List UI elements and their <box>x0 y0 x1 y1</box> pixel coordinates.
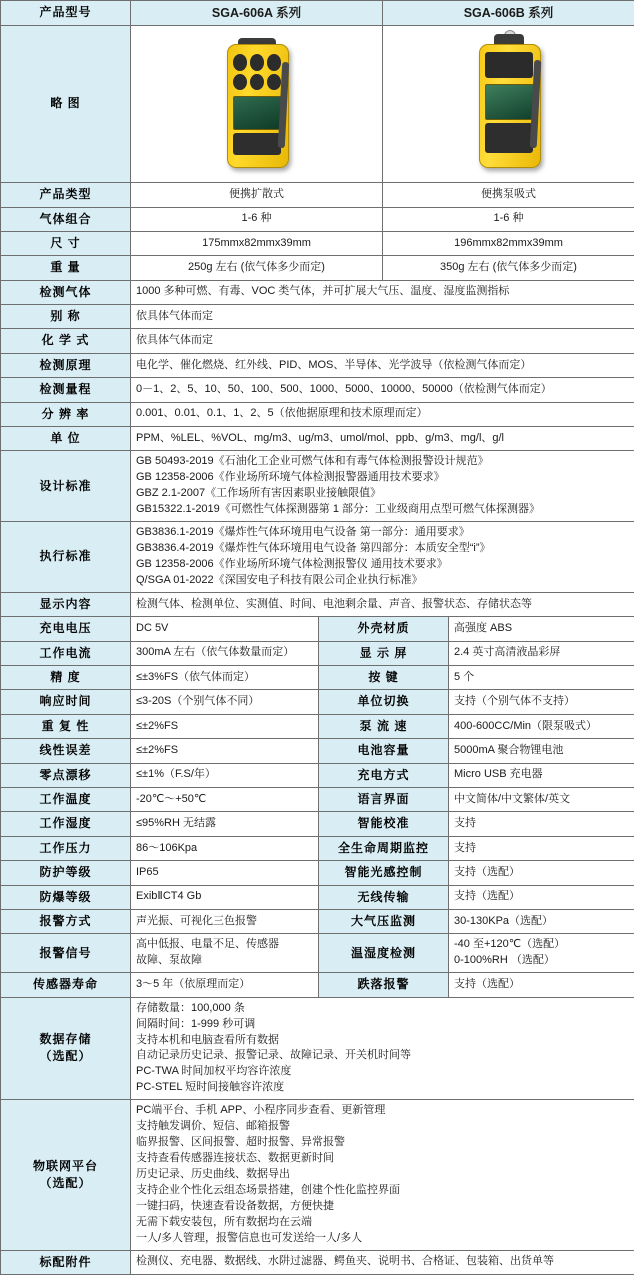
cell-gas-combination-b: 1-6 种 <box>383 207 634 231</box>
data-storage-label-line1: 数据存储 <box>6 1031 125 1048</box>
table-row <box>1 451 634 522</box>
cell-charge-method: Micro USB 充电器 <box>449 763 634 787</box>
row-label-protection-level: 防护等级 <box>1 861 131 885</box>
table-row <box>1 329 634 353</box>
cell-alarm-signal <box>131 934 319 973</box>
row-label-response-time: 响应时间 <box>1 690 131 714</box>
row-label-display-screen: 显 示 屏 <box>319 641 449 665</box>
data-storage-label-line2: （选配） <box>6 1048 125 1065</box>
table-row <box>1 836 634 860</box>
iot-platform-label-line1: 物联网平台 <box>6 1158 125 1175</box>
iot-platform-line: 历史记录、历史曲线、数据导出 <box>136 1167 629 1183</box>
row-label-sensor-life: 传感器寿命 <box>1 973 131 997</box>
row-label-alias: 别 称 <box>1 305 131 329</box>
row-label-weight: 重 量 <box>1 256 131 280</box>
data-storage-line: PC-STEL 短时间接触容许浓度 <box>136 1080 629 1096</box>
row-label-repeatability: 重 复 性 <box>1 714 131 738</box>
table-row <box>1 592 634 616</box>
row-label-detect-gas: 检测气体 <box>1 280 131 304</box>
cell-iot-platform <box>131 1100 634 1250</box>
iot-platform-line: 支持查看传感器连接状态、数据更新时间 <box>136 1151 629 1167</box>
cell-wireless: 支持（选配） <box>449 885 634 909</box>
cell-repeatability: ≤±2%FS <box>131 714 319 738</box>
row-label-range: 检测量程 <box>1 378 131 402</box>
row-label-unit-switch: 单位切换 <box>319 690 449 714</box>
device-image-b-cell <box>383 26 634 183</box>
cell-size-b: 196mmx82mmx39mm <box>383 231 634 255</box>
row-label-accuracy: 精 度 <box>1 666 131 690</box>
design-standard-line: GB 12358-2006《作业场所环境气体检测报警器通用技术要求》 <box>136 470 629 486</box>
row-label-charge-voltage: 充电电压 <box>1 617 131 641</box>
cell-data-storage <box>131 997 634 1100</box>
table-row <box>1 427 634 451</box>
row-label-principle: 检测原理 <box>1 353 131 377</box>
cell-resolution: 0.001、0.01、0.1、1、2、5（依他据原理和技术原理而定） <box>131 402 634 426</box>
cell-display-screen: 2.4 英寸高清液晶彩屏 <box>449 641 634 665</box>
cell-exec-standard <box>131 522 634 593</box>
row-label-pump-flow: 泵 流 速 <box>319 714 449 738</box>
exec-standard-line: GB 12358-2006《作业场所环境气体检测报警仪 通用技术要求》 <box>136 557 629 573</box>
row-label-light-sensing: 智能光感控制 <box>319 861 449 885</box>
cell-working-current: 300mA 左右（依气体数量而定） <box>131 641 319 665</box>
row-label-temp-humidity: 温湿度检测 <box>319 934 449 973</box>
table-row <box>1 739 634 763</box>
cell-temp-humidity <box>449 934 634 973</box>
row-label-working-humidity: 工作湿度 <box>1 812 131 836</box>
cell-lifecycle-monitoring: 支持 <box>449 836 634 860</box>
temp-humidity-line: -40 至+120℃（选配） <box>454 937 629 953</box>
row-label-data-storage <box>1 997 131 1100</box>
row-label-working-temperature: 工作温度 <box>1 788 131 812</box>
exec-standard-line: GB3836.1-2019《爆炸性气体环境用电气设备 第一部分：通用要求》 <box>136 525 629 541</box>
cell-charge-voltage: DC 5V <box>131 617 319 641</box>
row-label-display-content: 显示内容 <box>1 592 131 616</box>
table-row <box>1 207 634 231</box>
iot-platform-line: 无需下载安装包，所有数据均在云端 <box>136 1215 629 1231</box>
data-storage-line: PC-TWA 时间加权平均容许浓度 <box>136 1064 629 1080</box>
row-label-lifecycle-monitoring: 全生命周期监控 <box>319 836 449 860</box>
row-label-product-type: 产品类型 <box>1 183 131 207</box>
iot-platform-line: 临界报警、区间报警、超时报警、异常报警 <box>136 1135 629 1151</box>
table-row <box>1 641 634 665</box>
table-row <box>1 910 634 934</box>
cell-pressure-monitor: 30-130KPa（选配） <box>449 910 634 934</box>
data-storage-line: 支持本机和电脑查看所有数据 <box>136 1033 629 1049</box>
paired-spec-table <box>0 616 634 997</box>
row-label-linear-error: 线性误差 <box>1 739 131 763</box>
cell-unit-switch: 支持（个别气体不支持） <box>449 690 634 714</box>
cell-drop-alarm: 支持（选配） <box>449 973 634 997</box>
data-storage-line: 存储数量：100,000 条 <box>136 1001 629 1017</box>
row-label-language: 语言界面 <box>319 788 449 812</box>
cell-working-humidity: ≤95%RH 无结露 <box>131 812 319 836</box>
row-label-explosion-level: 防爆等级 <box>1 885 131 909</box>
data-storage-line: 间隔时间：1-999 秒可调 <box>136 1017 629 1033</box>
cell-working-temperature: -20℃～+50℃ <box>131 788 319 812</box>
row-label-unit: 单 位 <box>1 427 131 451</box>
iot-platform-line: 一人/多人管理，报警信息也可发送给一人/多人 <box>136 1231 629 1247</box>
cell-detect-gas: 1000 多种可燃、有毒、VOC 类气体，并可扩展大气压、温度、湿度监测指标 <box>131 280 634 304</box>
row-label-smart-calibration: 智能校准 <box>319 812 449 836</box>
table-row <box>1 763 634 787</box>
cell-explosion-level: ExibⅡCT4 Gb <box>131 885 319 909</box>
table-row <box>1 788 634 812</box>
cell-alias: 依具体气体而定 <box>131 305 634 329</box>
table-row <box>1 280 634 304</box>
portable-diffusion-detector-icon <box>218 34 296 174</box>
data-storage-line: 自动记录历史记录、报警记录、故障记录、开关机时间等 <box>136 1048 629 1064</box>
row-label-working-pressure: 工作压力 <box>1 836 131 860</box>
exec-standard-line: Q/SGA 01-2022《深国安电子科技有限公司企业执行标准》 <box>136 573 629 589</box>
cell-response-time: ≤3-20S（个别气体不同） <box>131 690 319 714</box>
table-row <box>1 666 634 690</box>
iot-platform-label-line2: （选配） <box>6 1175 125 1192</box>
cell-working-pressure: 86～106Kpa <box>131 836 319 860</box>
table-row <box>1 402 634 426</box>
table-row <box>1 934 634 973</box>
table-row <box>1 353 634 377</box>
row-label-resolution: 分 辨 率 <box>1 402 131 426</box>
table-row <box>1 973 634 997</box>
table-row <box>1 690 634 714</box>
row-label-gas-combination: 气体组合 <box>1 207 131 231</box>
iot-platform-line: 支持触发调价、短信、邮箱报警 <box>136 1119 629 1135</box>
cell-display-content: 检测气体、检测单位、实测值、时间、电池剩余量、声音、报警状态、存储状态等 <box>131 592 634 616</box>
cell-alarm-method: 声光振、可视化三色报警 <box>131 910 319 934</box>
row-label-sketch: 略 图 <box>1 26 131 183</box>
table-row <box>1 714 634 738</box>
row-label-iot-platform <box>1 1100 131 1250</box>
table-row <box>1 997 634 1100</box>
row-label-working-current: 工作电流 <box>1 641 131 665</box>
table-row <box>1 256 634 280</box>
temp-humidity-line: 0-100%RH （选配） <box>454 953 629 969</box>
spec-table <box>0 0 634 617</box>
cell-language: 中文简体/中文繁体/英文 <box>449 788 634 812</box>
cell-principle: 电化学、催化燃烧、红外线、PID、MOS、半导体、光学波导（依检测气体而定） <box>131 353 634 377</box>
row-label-drop-alarm: 跌落报警 <box>319 973 449 997</box>
row-label-zero-drift: 零点漂移 <box>1 763 131 787</box>
row-label-charge-method: 充电方式 <box>319 763 449 787</box>
cell-pump-flow: 400-600CC/Min（限泵吸式） <box>449 714 634 738</box>
table-row-header <box>1 1 634 26</box>
cell-buttons: 5 个 <box>449 666 634 690</box>
row-label-exec-standard: 执行标准 <box>1 522 131 593</box>
alarm-signal-line: 高中低报、电量不足、传感器 <box>136 937 313 953</box>
cell-range: 0－1、2、5、10、50、100、500、1000、5000、10000、50000（依检测气体而定） <box>131 378 634 402</box>
design-standard-line: GB15322.1-2019《可燃性气体探测器第 1 部分：工业级商用点型可燃气体探测器》 <box>136 502 629 518</box>
portable-pump-detector-icon <box>470 34 548 174</box>
cell-shell-material: 高强度 ABS <box>449 617 634 641</box>
iot-platform-line: 支持企业个性化云组态场景搭建，创建个性化监控界面 <box>136 1183 629 1199</box>
cell-product-type-a: 便携扩散式 <box>131 183 383 207</box>
table-row <box>1 522 634 593</box>
row-label-alarm-signal: 报警信号 <box>1 934 131 973</box>
bottom-spec-table <box>0 997 634 1275</box>
cell-formula: 依具体气体而定 <box>131 329 634 353</box>
table-row <box>1 1250 634 1274</box>
table-row <box>1 812 634 836</box>
cell-design-standard <box>131 451 634 522</box>
row-label-shell-material: 外壳材质 <box>319 617 449 641</box>
cell-unit: PPM、%LEL、%VOL、mg/m3、ug/m3、umol/mol、ppb、g/m3、mg/l、g/l <box>131 427 634 451</box>
table-row <box>1 183 634 207</box>
table-row-sketch <box>1 26 634 183</box>
cell-battery-capacity: 5000mA 聚合物锂电池 <box>449 739 634 763</box>
cell-light-sensing: 支持（选配） <box>449 861 634 885</box>
table-row <box>1 617 634 641</box>
row-label-buttons: 按 键 <box>319 666 449 690</box>
design-standard-line: GB 50493-2019《石油化工企业可燃气体和有毒气体检测报警设计规范》 <box>136 454 629 470</box>
cell-sensor-life: 3～5 年（依原理而定） <box>131 973 319 997</box>
design-standard-line: GBZ 2.1-2007《工作场所有害因素职业接触限值》 <box>136 486 629 502</box>
iot-platform-line: PC端平台、手机 APP、小程序同步查看、更新管理 <box>136 1103 629 1119</box>
table-row <box>1 861 634 885</box>
alarm-signal-line: 故障、泵故障 <box>136 953 313 969</box>
row-label-pressure-monitor: 大气压监测 <box>319 910 449 934</box>
row-label-formula: 化 学 式 <box>1 329 131 353</box>
iot-platform-line: 一键扫码，快速查看设备数据，方便快捷 <box>136 1199 629 1215</box>
exec-standard-line: GB3836.4-2019《爆炸性气体环境用电气设备 第四部分：本质安全型“i”》 <box>136 541 629 557</box>
table-row <box>1 1100 634 1250</box>
row-label-alarm-method: 报警方式 <box>1 910 131 934</box>
cell-weight-a: 250g 左右 (依气体多少而定) <box>131 256 383 280</box>
cell-linear-error: ≤±2%FS <box>131 739 319 763</box>
table-row <box>1 378 634 402</box>
table-row <box>1 231 634 255</box>
cell-accuracy: ≤±3%FS（依气体而定） <box>131 666 319 690</box>
device-image-a-cell <box>131 26 383 183</box>
cell-zero-drift: ≤±1%（F.S/年） <box>131 763 319 787</box>
row-label-accessories: 标配附件 <box>1 1250 131 1274</box>
column-header-b: SGA-606B 系列 <box>383 1 634 26</box>
row-label-size: 尺 寸 <box>1 231 131 255</box>
row-label-design-standard: 设计标准 <box>1 451 131 522</box>
cell-smart-calibration: 支持 <box>449 812 634 836</box>
cell-accessories: 检测仪、充电器、数据线、水阱过滤器、鳄鱼夹、说明书、合格证、包装箱、出货单等 <box>131 1250 634 1274</box>
table-row <box>1 305 634 329</box>
cell-size-a: 175mmx82mmx39mm <box>131 231 383 255</box>
row-label-wireless: 无线传输 <box>319 885 449 909</box>
column-header-a: SGA-606A 系列 <box>131 1 383 26</box>
table-row <box>1 885 634 909</box>
cell-product-type-b: 便携泵吸式 <box>383 183 634 207</box>
cell-gas-combination-a: 1-6 种 <box>131 207 383 231</box>
cell-weight-b: 350g 左右 (依气体多少而定) <box>383 256 634 280</box>
row-label-battery-capacity: 电池容量 <box>319 739 449 763</box>
cell-protection-level: IP65 <box>131 861 319 885</box>
row-label-model: 产品型号 <box>1 1 131 26</box>
